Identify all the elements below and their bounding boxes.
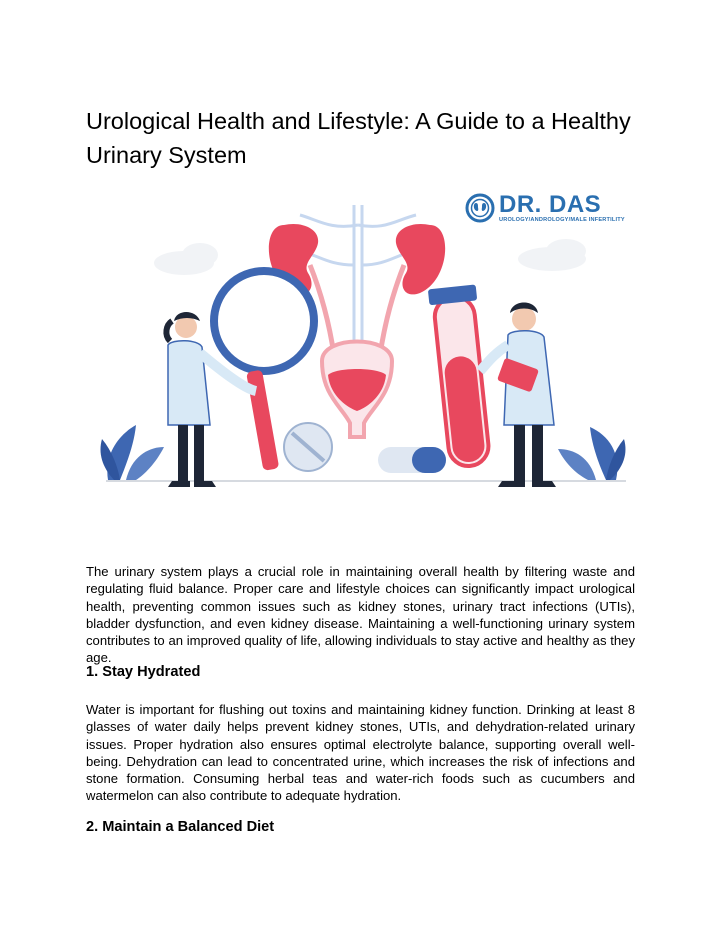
plant-right — [558, 427, 625, 480]
brand-name: DR. DAS — [499, 191, 602, 218]
section-body-stay-hydrated: Water is important for flushing out toxins and maintaining kidney function. Drinking at least 8 glasses of water daily helps prevent kidney stones, UTIs, and dehydration-related urinary issues. Proper hydration also ensures optimal electrolyte balance, supporting overall well-being. Dehydration can lead to concentrated urine, which increases the risk of infections and stone formation. Consuming herbal teas and water-rich foods such as cucumbers and watermelon can also contribute to adequate hydration. — [86, 702, 635, 804]
test-tube — [428, 284, 495, 468]
hero-illustration — [96, 185, 636, 525]
bladder — [322, 342, 392, 438]
page-title: Urological Health and Lifestyle: A Guide to a Healthy Urinary System — [86, 108, 631, 168]
cloud-left — [154, 243, 218, 275]
capsule-pill — [378, 447, 446, 473]
male-doctor — [480, 303, 556, 488]
section-heading-balanced-diet: 2. Maintain a Balanced Diet — [86, 819, 275, 835]
brand-logo — [465, 193, 635, 229]
plant-left — [101, 425, 165, 480]
cloud-right — [518, 239, 586, 271]
intro-paragraph: The urinary system plays a crucial role in maintaining overall health by filtering waste and regulating fluid balance. Proper care and lifestyle choices can significantly impact urological health, preventing common issues such as kidney stones, urinary tract infections (UTIs), bladder dysfunction, and even kidney disease. Maintaining a well-functioning urinary system contributes to an improved quality of life, allowing individuals to stay active and healthy as they age. — [86, 564, 635, 666]
kidney-logo-icon — [465, 193, 495, 223]
brand-tagline: UROLOGY/ANDROLOGY/MALE INFERTILITY — [499, 217, 625, 223]
section-heading-stay-hydrated: 1. Stay Hydrated — [86, 664, 201, 680]
round-pill — [284, 423, 332, 471]
